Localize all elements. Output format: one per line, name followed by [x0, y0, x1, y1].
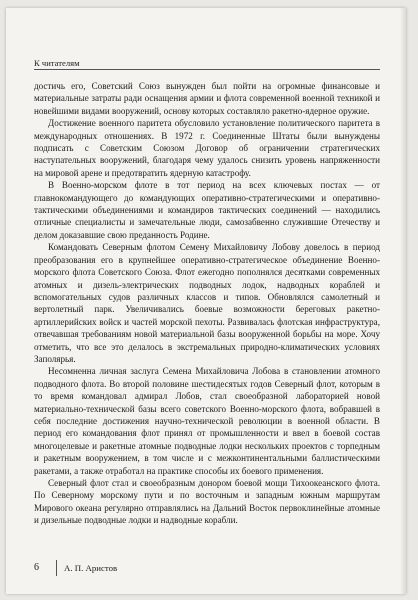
- book-page: [6, 8, 406, 594]
- page-footer: [34, 560, 380, 576]
- page-fold-shadow: [400, 8, 406, 594]
- paragraph-4: Командовать Северным флотом Семену Михайловичу Лобову довелось в период преобразования его в крупнейшее оперативно-стратегическое объединение Военно-морского флота Советского Союза. Флот ежегодно пополнялся десятками современных атомных и дизель-электрических подводных лодок, надводных кораблей и вспомогательных судов различных классов и типов. Обновлялся самолетный и вертолетный парк. Увеличивались боевые возможности береговых ракетно-артиллерийских войск и частей морской пехоты. Развивалась флотская инфраструктура, отвечавшая требованиям новой материальной базы вооруженной борьбы на море. Хочу отметить, что все это делалось в экстремальных природно-климатических условиях Заполярья.: [34, 242, 380, 364]
- footer-rule: [56, 560, 57, 576]
- paragraph-1: достичь его, Советский Союз вынужден был пойти на огромные финансовые и материальные затраты ради оснащения армии и флота современной военной техникой и новейшими видами вооружений, основу которых составляло ракетно-ядерное оружие.: [34, 81, 380, 116]
- paragraph-6: Северный флот стал и своеобразным донором боевой мощи Тихоокеанского флота. По Северному морскому пути и по восточным и западным южным маршрутам Мирового океана регулярно отправлялись на Дальний Восток первоклинейные атомные и дизельные подводные лодки и надводные корабли.: [34, 478, 380, 526]
- author-name: А. П. Аристов: [64, 563, 118, 573]
- paragraph-2: Достижение военного паритета обусловило установление политического паритета в международных отношениях. В 1972 г. Соединенные Штаты были вынуждены подписать с Советским Союзом Договор об ограничении стратегических наступательных вооружений, благодаря чему удалось снизить уровень напряженности на мировой арене и предотвратить ядерную катастрофу.: [34, 118, 380, 178]
- page-number: 6: [34, 562, 39, 573]
- running-head: К читателям: [34, 58, 80, 68]
- body-text: [34, 80, 380, 527]
- paragraph-3: В Военно-морском флоте в тот период на всех ключевых постах — от главнокомандующего до командующих оперативно-стратегическими и оперативно-тактическими объединениями и командиров тактических соединений — находились отличные специалисты и замечательные люди, самозабвенно служившие Отечеству и делом доказавшие свою преданность Родине.: [34, 180, 380, 240]
- paragraph-5: Несомненна личная заслуга Семена Михайловича Лобова в становлении атомного подводного флота. Во второй половине шестидесятых годов Северный флот, которым в то время командовал адмирал Лобов, стал своеобразной лабораторией новой материально-технической базы всего советского Военно-морского флота, вобравшей в себя последние достижения научно-технической революции в военной области. В период его командования флот принял от промышленности и ввел в боевой состав многоцелевые и ракетные атомные подводные лодки нескольких проектов с торпедным и ракетным вооружением, в том числе и с межконтинентальными баллистическими ракетами, а также отработал на практике способы их боевого применения.: [34, 366, 380, 476]
- header-rule: [34, 69, 380, 70]
